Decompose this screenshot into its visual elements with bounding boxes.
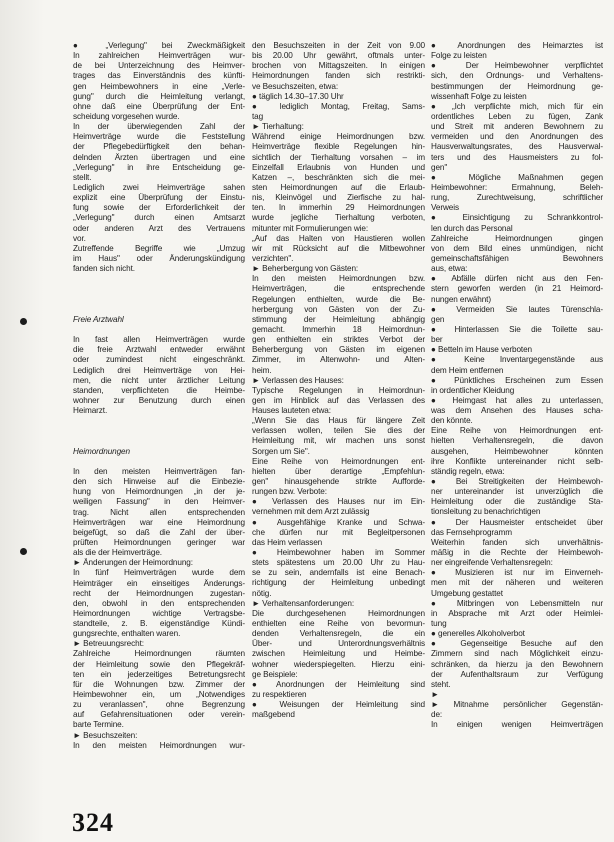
text-line: ters und des Hausmeisters zu fol- — [431, 152, 603, 162]
text-line: maßgebend — [252, 710, 295, 720]
line-gap — [73, 295, 245, 315]
text-line: Heimverträgen war eine Heimordnung — [73, 517, 245, 527]
page-number: 324 — [72, 808, 114, 837]
text-column-middle — [252, 41, 425, 720]
text-line: Heimverträge flexible Regelungen hin- — [252, 142, 425, 152]
text-line: sichtlich der Tierhaltung vorsahen – im — [252, 152, 425, 162]
text-line: de bei Unterzeichnung des Heimver- — [73, 61, 245, 71]
text-line: len durch das Personal — [431, 223, 513, 233]
text-line: gen Heimbewohners in eine „Verle- — [73, 81, 245, 91]
text-line: ten. In immerhin 29 Heimordnungen — [252, 203, 425, 213]
text-line: schränken, da hierzu ja den Bewohnern — [431, 659, 603, 669]
text-line: de: — [431, 710, 443, 720]
text-line: nis, Kleinvögel und Zierfische zu hal- — [252, 193, 425, 203]
text-line: für die Wohnungen bzw. Zimmer der — [73, 679, 245, 689]
text-line: stets spätestens um 20.00 Uhr zu Hau- — [252, 558, 425, 568]
text-line: mitunter mit Formulierungen wie: — [252, 223, 369, 233]
text-line: sich, den Ordnungs- und Verhaltens- — [431, 71, 603, 81]
text-line: ► — [431, 690, 440, 699]
text-line: ● Ausgehfähige Kranke und Schwa- — [252, 517, 425, 527]
text-line: ► Verlassen des Hauses: — [252, 375, 344, 385]
text-line: In fast allen Heimverträgen wurde — [73, 335, 245, 345]
text-line: ihre Konflikte untereinander nicht selb- — [431, 456, 603, 466]
text-line: rungen bzw. Verbote: — [252, 487, 327, 497]
text-line: ständig regeln, etwa: — [431, 466, 505, 476]
text-line: Verweis — [431, 203, 459, 213]
text-line: gemeinschaftsfähigen Bewohners — [431, 253, 603, 263]
text-line: ● Bei Streitigkeiten der Heimbewoh- — [431, 477, 603, 487]
text-line: steht. — [431, 679, 451, 689]
text-line: ● Der Hausmeister entscheidet über — [431, 517, 603, 527]
text-line: Zahlreiche Heimordnungen räumten — [73, 649, 245, 659]
text-line: weiligen Fassung" in den Heimver- — [73, 497, 245, 507]
section-heading: Heimordnungen — [73, 446, 130, 456]
text-line: stimmung der Heimleitung abhängig — [252, 314, 425, 324]
text-line: In den meisten Heimordnungen bzw. — [252, 274, 425, 284]
text-line: prüften Heimordnungen geringer war — [73, 537, 245, 547]
text-line: In zahlreichen Heimverträgen wur- — [73, 51, 245, 61]
text-line: „Wenn Sie das Haus für längere Zeit — [252, 416, 425, 426]
text-line: gung" durch die Heimleitung verlangt, — [73, 91, 245, 101]
text-line: gen" hinausgehende strikte Aufforde- — [252, 477, 425, 487]
text-line: das Heim verlassen — [252, 537, 323, 547]
text-line: ● generelles Alkoholverbot — [431, 629, 525, 639]
text-column-left — [73, 41, 245, 751]
text-line: barte Termine. — [73, 720, 124, 730]
text-line: ve Besuchszeiten, etwa: — [252, 81, 338, 91]
text-line: Lediglich zwei Heimverträge sahen — [73, 182, 245, 192]
text-line: trages das Einverständnis des künfti- — [73, 71, 245, 81]
line-gap — [73, 416, 245, 436]
text-line: ordentliches Leben zu fügen, Zank — [431, 111, 603, 121]
text-line: gemacht. Immerhin 18 Heimordnun- — [252, 324, 425, 334]
text-line: als die der Heimverträge. — [73, 548, 162, 558]
text-line: ner untereinander ist unverzüglich die — [431, 487, 603, 497]
text-line: ► Mitnahme persönlicher Gegenstän- — [431, 700, 603, 710]
text-line: Heimträger ein einseitiges Änderungs- — [73, 578, 245, 588]
text-line: wir mit Rücksicht auf die Mitbewohner — [252, 243, 425, 253]
text-line: ► Besuchszeiten: — [73, 730, 138, 740]
text-line: gen — [431, 314, 445, 324]
text-line: ● Heimgast hat alles zu unterlassen, — [431, 395, 603, 405]
text-line: Zahlreiche Heimordnungen gingen — [431, 233, 603, 243]
text-line: sten Heimordnungen auf die Erlaub- — [252, 182, 425, 192]
text-line: Hauses lauteten etwa: — [252, 406, 331, 416]
text-line: trag. Nicht allen entsprechenden — [73, 507, 245, 517]
text-line: ● Mitbringen von Lebensmitteln nur — [431, 598, 603, 608]
text-line: Zutreffende Begriffe wie „Umzug — [73, 243, 245, 253]
text-line: Eine Reihe von Heimordnungen ent- — [252, 456, 425, 466]
text-line: ● Vermeiden Sie lautes Türenschla- — [431, 304, 603, 314]
text-line: Regelungen enthielten, wurde die Be- — [252, 294, 425, 304]
text-line: Beherbergung von Gästen im eigenen — [252, 345, 425, 355]
text-line: ● Anordnungen des Heimarztes ist — [431, 41, 603, 50]
text-line: zu veranlassen", ohne Begrenzung — [73, 700, 245, 710]
text-line: tag — [252, 111, 264, 121]
text-line: ● Heimbewohner haben im Sommer — [252, 548, 425, 558]
text-line: oder zumindest nicht eingeschränkt. — [73, 355, 245, 365]
text-line: Hausverwaltungsrates, des Hausverwal- — [431, 142, 603, 152]
text-line: men, die nicht unter ärztlicher Leitung — [73, 375, 245, 385]
text-line: die freie Arztwahl entweder erwähnt — [73, 345, 245, 355]
text-line: Weiterhin fanden sich unverhältnis- — [431, 537, 603, 547]
text-line: ● Einsichtigung zu Schrankkontrol- — [431, 213, 603, 223]
text-line: stellt. — [73, 172, 92, 182]
text-line: ausgehen, Heimbewohner könnten — [431, 446, 603, 456]
text-line: delnden Ärzten übertragen und eine — [73, 152, 245, 162]
text-line: ● Betteln im Hause verboten — [431, 345, 533, 355]
line-gap — [73, 274, 245, 294]
text-line: ● Verlassen des Hauses nur im Ein- — [252, 497, 425, 507]
text-line: nungen erwähnt) — [431, 294, 491, 304]
text-line: „Auf das Halten von Haustieren wollen — [252, 233, 425, 243]
text-line: scheidung vorgesehen wurde. — [73, 111, 180, 121]
text-line: Eine Reihe von Heimordnungen ent- — [431, 426, 603, 436]
text-line: ● Mögliche Maßnahmen gegen — [431, 172, 603, 182]
text-line: heim. — [252, 365, 272, 375]
text-line: Über- und Unterordnungsverhältnis — [252, 639, 425, 649]
text-line: vor. — [73, 233, 86, 243]
section-heading: Freie Arztwahl — [73, 314, 124, 324]
text-line: in Absprache mit Arzt oder Heimlei- — [431, 608, 603, 618]
text-line: ● Gegenseitige Besuche auf den — [431, 639, 603, 649]
text-line: ► Verhaltensanforderungen: — [252, 598, 355, 608]
text-line: che dürfen nur mit Begleitpersonen — [252, 527, 425, 537]
text-line: beigefügt, so daß die Zahl der über- — [73, 527, 245, 537]
text-line: wurde jegliche Tierhaltung verboten, — [252, 213, 425, 223]
text-line: ● Pünktliches Erscheinen zum Essen — [431, 375, 603, 385]
text-line: von dem Bild eines unmündigen, nicht — [431, 243, 603, 253]
line-gap — [73, 437, 245, 447]
text-line: ► Beherbergung von Gästen: — [252, 264, 359, 274]
text-line: standteile, z. B. eigenständige Kündi- — [73, 619, 245, 629]
text-line: Umgebung gestattet — [431, 588, 503, 598]
text-line: se zu sein, andernfalls ist eine Benach- — [252, 568, 425, 578]
text-line: verlassen wollen, teilen Sie dies der — [252, 426, 425, 436]
text-line: ● Keine Inventargegenstände aus — [431, 355, 603, 365]
text-line: Heimleitung mit, wir machen uns sonst — [252, 436, 425, 446]
text-column-right — [431, 41, 603, 731]
line-gap — [73, 457, 245, 467]
text-line: ● täglich 14.30–17.30 Uhr — [252, 91, 344, 101]
text-line: explizit eine Überprüfung der Einstu- — [73, 193, 245, 203]
text-line: und Streit mit anderen Bewohnern zu — [431, 122, 603, 132]
text-line: ge Beispiele: — [252, 669, 298, 679]
text-line: In einigen wenigen Heimverträgen — [431, 720, 603, 730]
text-line: ● lediglich Montag, Freitag, Sams- — [252, 101, 425, 111]
text-line: „Verlegung" durch einen Amtsarzt — [73, 213, 245, 223]
text-line: Katzen –, beschränkten sich die mei- — [252, 172, 425, 182]
text-line: Heimordnungen fanden sich restrikti- — [252, 71, 425, 81]
text-line: fung sowie der Erforderlichkeit der — [73, 203, 245, 213]
text-line: In der überwiegenden Zahl der — [73, 122, 245, 132]
text-line: im Haus" oder Änderungskündigung — [73, 253, 245, 263]
text-line: men mit der näheren und weiteren — [431, 578, 603, 588]
text-line: In fünf Heimverträgen wurde dem — [73, 568, 245, 578]
punch-hole-bottom — [20, 548, 27, 555]
text-line: bestimmungen der Heimordnung ge- — [431, 81, 603, 91]
text-line: rung, Zurechtweisung, schriftlicher — [431, 193, 603, 203]
text-line: der Pflegebedürftigkeit den behan- — [73, 142, 245, 152]
text-line: hielten über derartige „Empfehlun- — [252, 466, 425, 476]
text-line: „Verlegung" in ihre Entscheidung ge- — [73, 162, 245, 172]
text-line: den sich Hinweise auf die Einbezie- — [73, 477, 245, 487]
text-line: hielten Verhaltensregeln, die davon — [431, 436, 603, 446]
text-line: Typische Regelungen in Heimordnun- — [252, 385, 425, 395]
text-line: der Heimleitung sowie den Pflegekräf- — [73, 659, 245, 669]
punch-hole-top — [20, 318, 27, 325]
text-line: Folge zu leisten — [431, 51, 487, 61]
text-line: vermeiden und den Anordnungen des — [431, 132, 603, 142]
text-line: standen, verpflichteten die Heimbe- — [73, 385, 245, 395]
text-line: auf Gefahrensituationen oder verein- — [73, 710, 245, 720]
text-line: richtigung der Heimleitung unbedingt — [252, 578, 425, 588]
text-line: zwischen Heimleitung und Heimbe- — [252, 649, 425, 659]
text-line: Zimmer, im Altenwohn- und Alten- — [252, 355, 425, 365]
text-line: gungsrechte, enthalten waren. — [73, 629, 181, 639]
text-line: herbergung von Gästen von der Zu- — [252, 304, 425, 314]
text-line: ● Abfälle dürfen nicht aus den Fen- — [431, 274, 603, 284]
text-line: ohne daß eine Überprüfung der Ent- — [73, 101, 245, 111]
text-line: wohner zur Benutzung durch einen — [73, 395, 245, 405]
text-line: Die durchgesehenen Heimordnungen — [252, 608, 425, 618]
text-line: Zimmern sind nach Möglichkeit einzu- — [431, 649, 603, 659]
text-line: tionsleitung zu benachrichtigen — [431, 507, 541, 517]
text-line: ● Anordnungen der Heimleitung sind — [252, 679, 425, 689]
text-line: ● Hinterlassen Sie die Toilette sau- — [431, 324, 603, 334]
text-line: ► Tierhaltung: — [252, 122, 304, 132]
text-line: verzichten". — [252, 253, 294, 263]
text-line: ber — [431, 335, 443, 345]
text-line: ● Musizieren ist nur im Einverneh- — [431, 568, 603, 578]
text-line: ● „Verlegung" bei Zweckmäßigkeit — [73, 41, 245, 50]
text-line: fanden sich nicht. — [73, 264, 135, 274]
text-line: was dem Ansehen des Hauses scha- — [431, 406, 603, 416]
text-line: Sorgen um Sie". — [252, 446, 310, 456]
text-line: aus, etwa: — [431, 264, 468, 274]
text-line: Heimverträge wurde die Feststellung — [73, 132, 245, 142]
text-line: den Besuchszeiten in der Zeit von 9.00 — [252, 41, 425, 50]
text-line: dem Heim entfernen — [431, 365, 504, 375]
text-line: ● Weisungen der Heimleitung sind — [252, 700, 425, 710]
text-line: Lediglich drei Heimverträge von Hei- — [73, 365, 245, 375]
text-line: Während einige Heimordnungen bzw. — [252, 132, 425, 142]
text-line: ● Der Heimbewohner verpflichtet — [431, 61, 603, 71]
line-gap — [73, 325, 245, 335]
text-line: wohner wiederspiegelten. Hierzu eini- — [252, 659, 425, 669]
text-line: wissenhaft Folge zu leisten — [431, 91, 527, 101]
text-line: In den meisten Heimordnungen wur- — [73, 740, 245, 750]
text-line: tung — [431, 619, 447, 629]
text-line: Heimarzt. — [73, 406, 108, 416]
text-line: Heimbewohner: Ermahnung, Beleh- — [431, 182, 603, 192]
text-line: brochen von Mittagszeiten. In einigen — [252, 61, 425, 71]
text-line: Heimordnungen wichtige Vertragsbe- — [73, 608, 245, 618]
text-line: das Fernsehprogramm — [431, 527, 512, 537]
text-line: hung von Heimordnungen „in der je- — [73, 487, 245, 497]
text-line: recht der Heimordnungen zugestan- — [73, 588, 245, 598]
text-line: gen" — [431, 162, 448, 172]
text-line: den, obwohl in den entsprechenden — [73, 598, 245, 608]
text-line: der Aufenthaltsraum zur Verfügung — [431, 669, 603, 679]
text-line: gen im Hinblick auf das Verlassen des — [252, 395, 425, 405]
text-line: ► Betreuungsrecht: — [73, 639, 144, 649]
text-line: stern geworfen werden (in 21 Heimord- — [431, 284, 603, 294]
binding-shadow — [0, 0, 44, 842]
text-line: Heimbewohner ein, um „Notwendiges — [73, 690, 245, 700]
text-line: ten ein jederzeitiges Betretungsrecht — [73, 669, 245, 679]
text-line: In den meisten Heimverträgen fan- — [73, 466, 245, 476]
text-line: enthielten eine Reihe von bevormun- — [252, 619, 425, 629]
text-line: nötig. — [252, 588, 272, 598]
text-line: zu respektieren — [252, 690, 307, 699]
text-line: ► Änderungen der Heimordnung: — [73, 558, 193, 568]
text-line: vernehmen mit dem Arzt zulässig — [252, 507, 370, 517]
text-line: denden Verhaltensregeln, die ein — [252, 629, 425, 639]
text-line: ner eingreifende Verhaltensregeln: — [431, 558, 553, 568]
text-line: oder anderen Arzt des Vertrauens — [73, 223, 245, 233]
text-line: ● „Ich verpflichte mich, mich für ein — [431, 101, 603, 111]
text-line: Einzelfall Erlaubnis von Hunden und — [252, 162, 425, 172]
text-line: mäßig in die Rechte der Heimbewoh- — [431, 548, 603, 558]
text-line: Heimleitung oder die zuständige Sta- — [431, 497, 603, 507]
text-line: bis 20.00 Uhr gewährt, oftmals unter- — [252, 51, 425, 61]
text-line: Heimverträgen, die entsprechende — [252, 284, 425, 294]
text-line: in ordentlicher Kleidung — [431, 385, 515, 395]
text-line: gen enthielten ein striktes Verbot der — [252, 335, 425, 345]
text-line: den könnte. — [431, 416, 473, 426]
